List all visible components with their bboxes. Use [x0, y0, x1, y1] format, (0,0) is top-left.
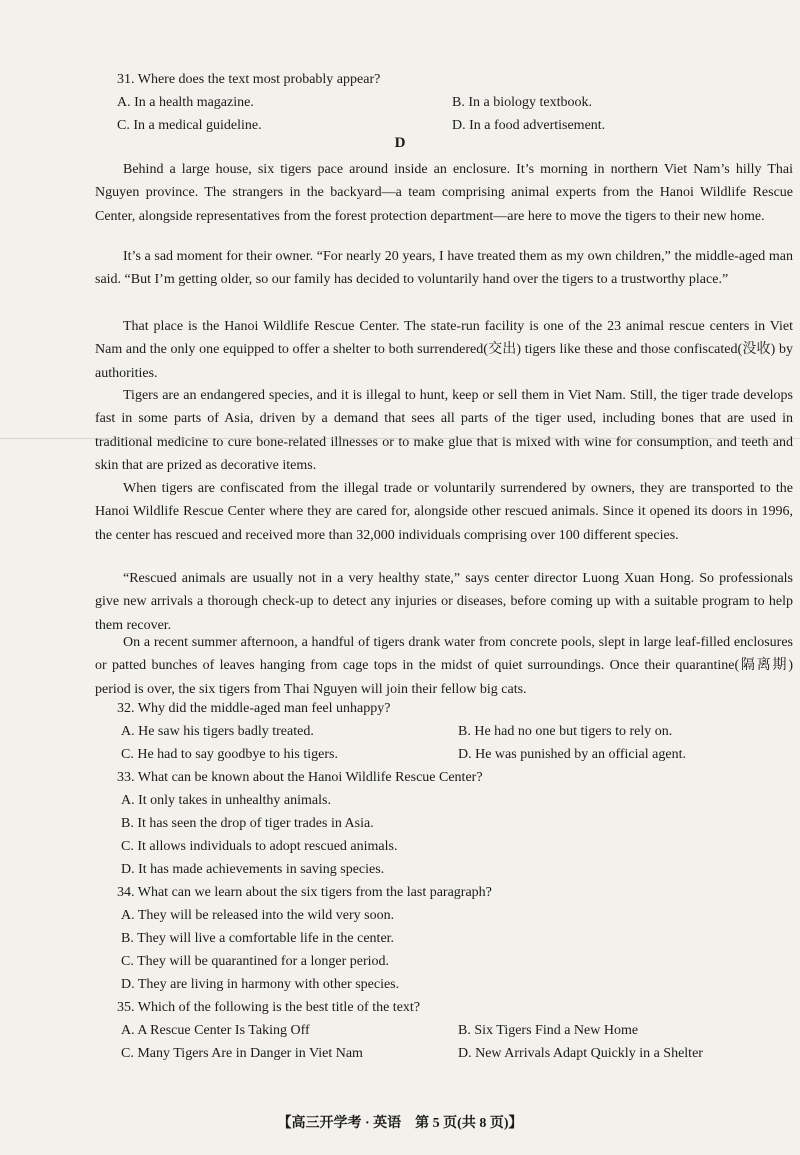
q32-option-a: A. He saw his tigers badly treated.	[121, 724, 314, 739]
passage-paragraph-3: That place is the Hanoi Wildlife Rescue Center. The state-run facility is one of the 23 animal rescue centers in Viet Nam and the only one equipped to offer a shelter to both surrendered(交出) tigers like these and those confiscated(没收) by authorities.	[95, 319, 793, 381]
q32-option-c: C. He had to say goodbye to his tigers.	[121, 747, 338, 762]
question-34: 34. What can we learn about the six tigers from the last paragraph?	[117, 885, 492, 900]
section-label: D	[394, 135, 406, 151]
passage-paragraph-1: Behind a large house, six tigers pace around inside an enclosure. It’s morning in northern Viet Nam’s hilly Thai Nguyen province. The strangers in the backyard—a team comprising animal experts from the Hanoi Wildlife Rescue Center, alongside representatives from the forest protection department—are here to move the tigers to their new home.	[95, 162, 793, 224]
q35-option-d: D. New Arrivals Adapt Quickly in a Shelter	[458, 1046, 703, 1061]
question-32: 32. Why did the middle-aged man feel unhappy?	[117, 701, 391, 716]
q34-option-b: B. They will live a comfortable life in the center.	[121, 931, 395, 946]
q34-option-a: A. They will be released into the wild very soon.	[121, 908, 395, 923]
q35-option-c: C. Many Tigers Are in Danger in Viet Nam	[121, 1046, 363, 1061]
q33-option-d: D. It has made achievements in saving species.	[121, 862, 385, 877]
question-33: 33. What can be known about the Hanoi Wildlife Rescue Center?	[117, 770, 483, 785]
q33-option-c: C. It allows individuals to adopt rescued animals.	[121, 839, 398, 854]
page-footer: 【高三开学考 · 英语 第 5 页(共 8 页)】	[277, 1116, 523, 1131]
q34-option-c: C. They will be quarantined for a longer period.	[121, 954, 389, 969]
question-35: 35. Which of the following is the best title of the text?	[117, 1000, 421, 1015]
passage-paragraph-6: “Rescued animals are usually not in a very healthy state,” says center director Luong Xuan Hong. So professionals give new arrivals a thorough check-up to detect any injuries or diseases, before coming up with a suitable program to help them recover.	[95, 571, 793, 633]
passage-paragraph-5: When tigers are confiscated from the illegal trade or voluntarily surrendered by owners, they are transported to the Hanoi Wildlife Rescue Center where they are cared for, alongside other rescued animals. Since it opened its doors in 1996, the center has rescued and received more than 32,000 individuals comprising over 100 different species.	[95, 481, 793, 543]
q32-option-b: B. He had no one but tigers to rely on.	[458, 724, 673, 739]
passage-paragraph-7: On a recent summer afternoon, a handful of tigers drank water from concrete pools, slept in large leaf-filled enclosures or patted bunches of leaves hanging from cage tops in the midst of quiet surroundings. Once their quarantine(隔离期) period is over, the six tigers from Thai Nguyen will join their fellow big cats.	[95, 635, 793, 697]
q33-option-a: A. It only takes in unhealthy animals.	[121, 793, 331, 808]
question-31: 31. Where does the text most probably appear?	[117, 72, 381, 87]
q31-option-b: B. In a biology textbook.	[452, 95, 592, 110]
q31-option-c: C. In a medical guideline.	[117, 118, 262, 133]
q35-option-b: B. Six Tigers Find a New Home	[458, 1023, 639, 1038]
q32-option-d: D. He was punished by an official agent.	[458, 747, 686, 762]
q31-option-a: A. In a health magazine.	[117, 95, 254, 110]
passage-paragraph-4: Tigers are an endangered species, and it is illegal to hunt, keep or sell them in Viet Nam. Still, the tiger trade develops fast in some parts of Asia, driven by a demand that sees all parts of the tiger used, including bones that are used in traditional medicine to cure bone-related illnesses or to make glue that is mixed with wine for consumption, and teeth and skin that are prized as decorative items.	[95, 388, 793, 473]
q34-option-d: D. They are living in harmony with other species.	[121, 977, 400, 992]
q31-option-d: D. In a food advertisement.	[452, 118, 606, 133]
q35-option-a: A. A Rescue Center Is Taking Off	[121, 1023, 310, 1038]
q33-option-b: B. It has seen the drop of tiger trades in Asia.	[121, 816, 374, 831]
passage-paragraph-2: It’s a sad moment for their owner. “For nearly 20 years, I have treated them as my own children,” the middle-aged man said. “But I’m getting older, so our family has decided to voluntarily hand over the tigers to a trustworthy place.”	[95, 249, 793, 288]
